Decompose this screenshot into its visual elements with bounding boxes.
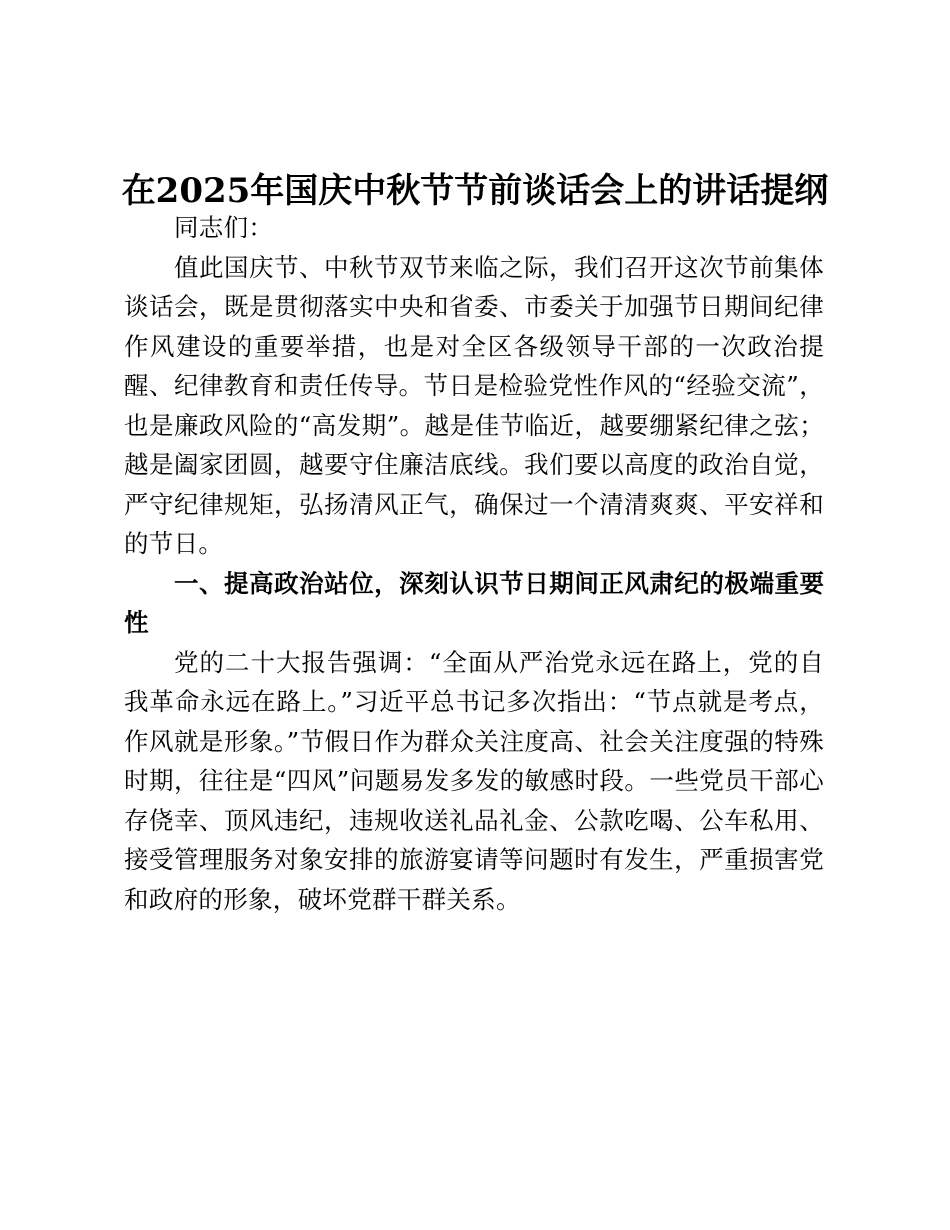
document-body (124, 208, 824, 919)
salutation: 同志们： (174, 213, 274, 242)
section-heading-1: 一、提高政治站位，深刻认识节日期间正风肃纪的极端重要性 (124, 568, 824, 637)
document-title: 在2025年国庆中秋节节前谈话会上的讲话提纲 (121, 171, 829, 211)
paragraph-intro: 值此国庆节、中秋节双节来临之际，我们召开这次节前集体谈话会，既是贯彻落实中央和省委、市委关于加强节日期间纪律作风建设的重要举措，也是对全区各级领导干部的一次政治提醒、纪律教育和责任传导。节日是检验党性作风的“经验交流”，也是廉政风险的“高发期”。越是佳节临近，越要绷紧纪律之弦；越是阖家团圆，越要守住廉洁底线。我们要以高度的政治自觉，严守纪律规矩，弘扬清风正气，确保过一个清清爽爽、平安祥和的节日。 (124, 252, 824, 558)
paragraph-section-1: 党的二十大报告强调：“全面从严治党永远在路上，党的自我革命永远在路上。”习近平总书记多次指出：“节点就是考点，作风就是形象。”节假日作为群众关注度高、社会关注度强的特殊时期，往往是“四风”问题易发多发的敏感时段。一些党员干部心存侥幸、顶风违纪，违规收送礼品礼金、公款吃喝、公车私用、接受管理服务对象安排的旅游宴请等问题时有发生，严重损害党和政府的形象，破坏党群干群关系。 (124, 647, 824, 914)
